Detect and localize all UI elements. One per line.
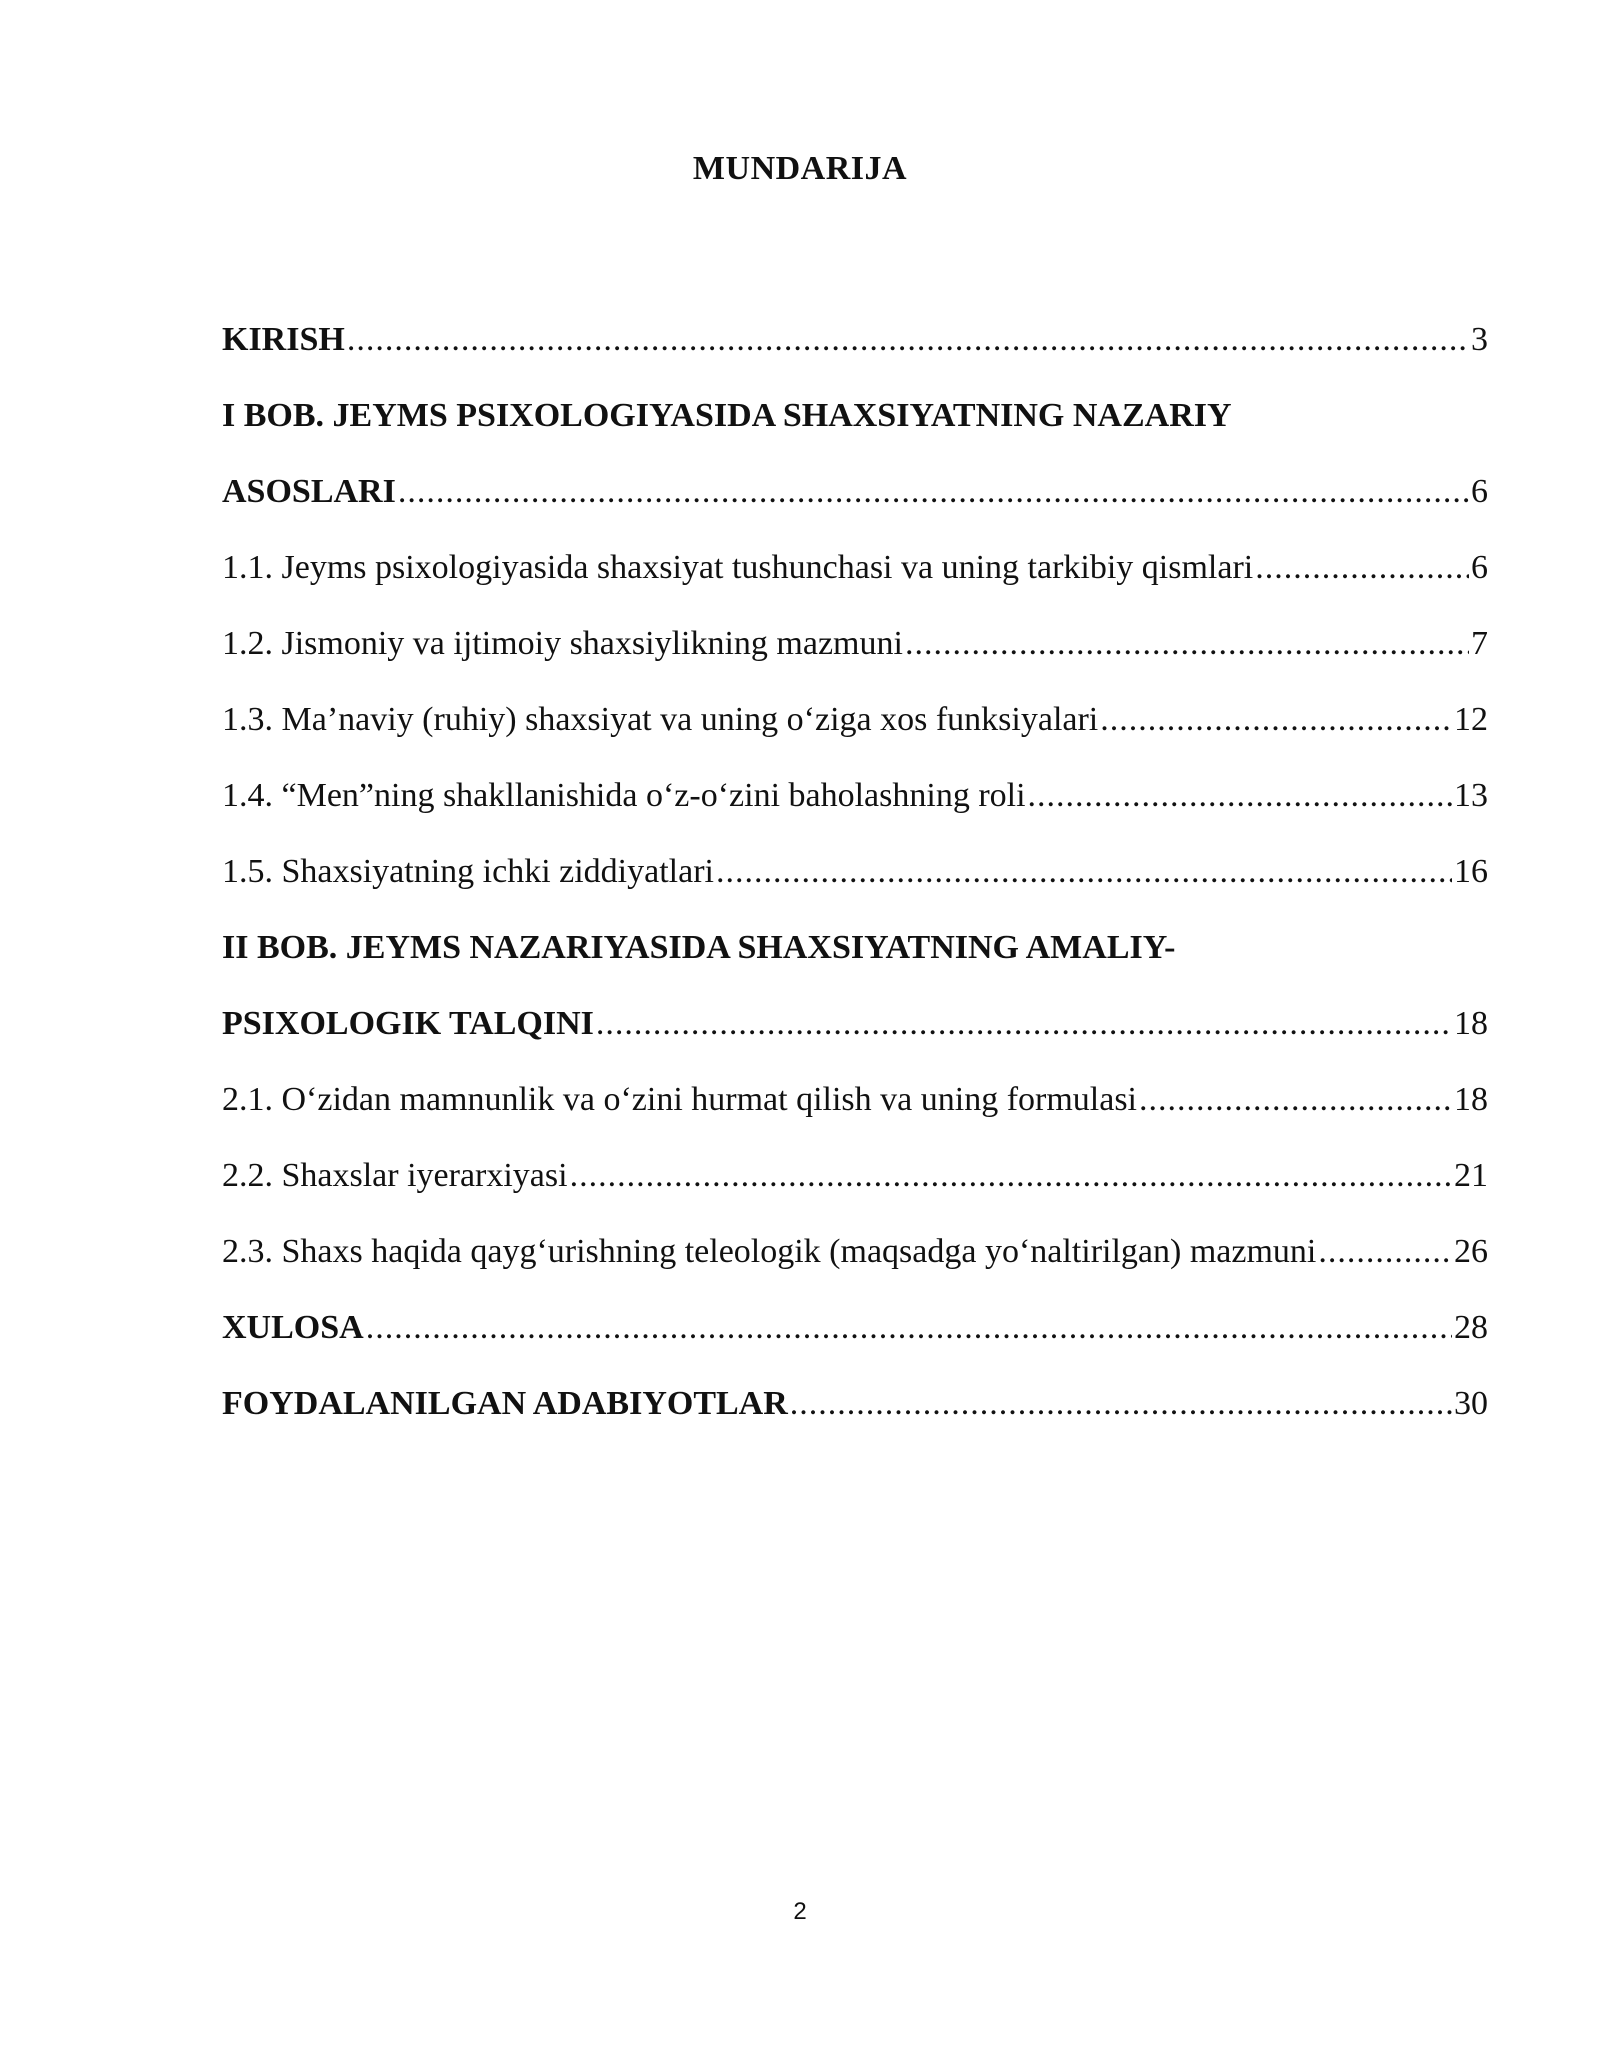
toc-page-number: 13 bbox=[1454, 777, 1488, 814]
toc-chapter-1-heading[interactable]: I BOB. JEYMS PSIXOLOGIYASIDA SHAXSIYATNING NAZARIY bbox=[222, 397, 1232, 434]
toc-entry-label: 1.2. Jismoniy va ijtimoiy shaxsiylikning mazmuni bbox=[222, 625, 903, 662]
toc-page-number: 7 bbox=[1471, 625, 1488, 662]
dot-leader bbox=[1139, 1062, 1452, 1138]
toc-page-number: 28 bbox=[1454, 1309, 1488, 1346]
toc-entry-label: 2.1. O‘zidan mamnunlik va o‘zini hurmat qilish va uning formulasi bbox=[222, 1081, 1137, 1118]
toc-entry-2-2[interactable] bbox=[222, 1138, 1488, 1214]
toc-entry-2-1[interactable] bbox=[222, 1062, 1488, 1138]
dot-leader bbox=[1318, 1214, 1452, 1290]
dot-leader bbox=[596, 986, 1452, 1062]
toc-page-number: 21 bbox=[1454, 1157, 1488, 1194]
dot-leader bbox=[347, 302, 1469, 378]
toc-entry-xulosa[interactable] bbox=[222, 1290, 1488, 1366]
toc-entry-label: 2.3. Shaxs haqida qayg‘urishning teleologik (maqsadga yo‘naltirilgan) mazmuni bbox=[222, 1233, 1317, 1270]
toc-entry-kirish[interactable] bbox=[222, 302, 1488, 378]
table-of-contents bbox=[222, 302, 1488, 1442]
dot-leader bbox=[1028, 758, 1452, 834]
dot-leader bbox=[398, 454, 1469, 530]
toc-entry-label: XULOSA bbox=[222, 1309, 364, 1346]
toc-entry-label: KIRISH bbox=[222, 321, 345, 358]
toc-entry-label: 1.1. Jeyms psixologiyasida shaxsiyat tushunchasi va uning tarkibiy qismlari bbox=[222, 549, 1254, 586]
toc-entry-label: 1.3. Ma’naviy (ruhiy) shaxsiyat va uning o‘ziga xos funksiyalari bbox=[222, 701, 1099, 738]
toc-page-number: 18 bbox=[1454, 1081, 1488, 1118]
dot-leader bbox=[790, 1366, 1452, 1442]
page-number-footer: 2 bbox=[793, 1898, 807, 1925]
toc-chapter-2-heading[interactable]: II BOB. JEYMS NAZARIYASIDA SHAXSIYATNING AMALIY- bbox=[222, 929, 1176, 966]
toc-entry-label: ASOSLARI bbox=[222, 473, 396, 510]
dot-leader bbox=[716, 834, 1452, 910]
toc-entry-label: PSIXOLOGIK TALQINI bbox=[222, 1005, 594, 1042]
dot-leader bbox=[905, 606, 1469, 682]
toc-entry-label: 1.5. Shaxsiyatning ichki ziddiyatlari bbox=[222, 853, 714, 890]
toc-page-number: 3 bbox=[1471, 321, 1488, 358]
toc-entry-1-1[interactable] bbox=[222, 530, 1488, 606]
toc-page-number: 26 bbox=[1454, 1233, 1488, 1270]
toc-page-number: 30 bbox=[1454, 1385, 1488, 1422]
toc-entry-label: 1.4. “Men”ning shakllanishida o‘z-o‘zini baholashning roli bbox=[222, 777, 1026, 814]
toc-entry-1-4[interactable] bbox=[222, 758, 1488, 834]
toc-entry-1-5[interactable] bbox=[222, 834, 1488, 910]
toc-entry-1-2[interactable] bbox=[222, 606, 1488, 682]
toc-entry-chapter-1[interactable] bbox=[222, 454, 1488, 530]
dot-leader bbox=[1100, 682, 1452, 758]
dot-leader bbox=[1255, 530, 1469, 606]
toc-entry-adabiyotlar[interactable] bbox=[222, 1366, 1488, 1442]
toc-page-number: 12 bbox=[1454, 701, 1488, 738]
dot-leader bbox=[366, 1290, 1452, 1366]
toc-entry-chapter-2[interactable] bbox=[222, 986, 1488, 1062]
toc-entry-2-3[interactable] bbox=[222, 1214, 1488, 1290]
toc-entry-label: FOYDALANILGAN ADABIYOTLAR bbox=[222, 1385, 788, 1422]
toc-entry-label: 2.2. Shaxslar iyerarxiyasi bbox=[222, 1157, 568, 1194]
dot-leader bbox=[570, 1138, 1452, 1214]
toc-page-number: 16 bbox=[1454, 853, 1488, 890]
toc-page-number: 18 bbox=[1454, 1005, 1488, 1042]
page-title: MUNDARIJA bbox=[692, 150, 908, 187]
toc-page-number: 6 bbox=[1471, 549, 1488, 586]
toc-page-number: 6 bbox=[1471, 473, 1488, 510]
toc-entry-1-3[interactable] bbox=[222, 682, 1488, 758]
